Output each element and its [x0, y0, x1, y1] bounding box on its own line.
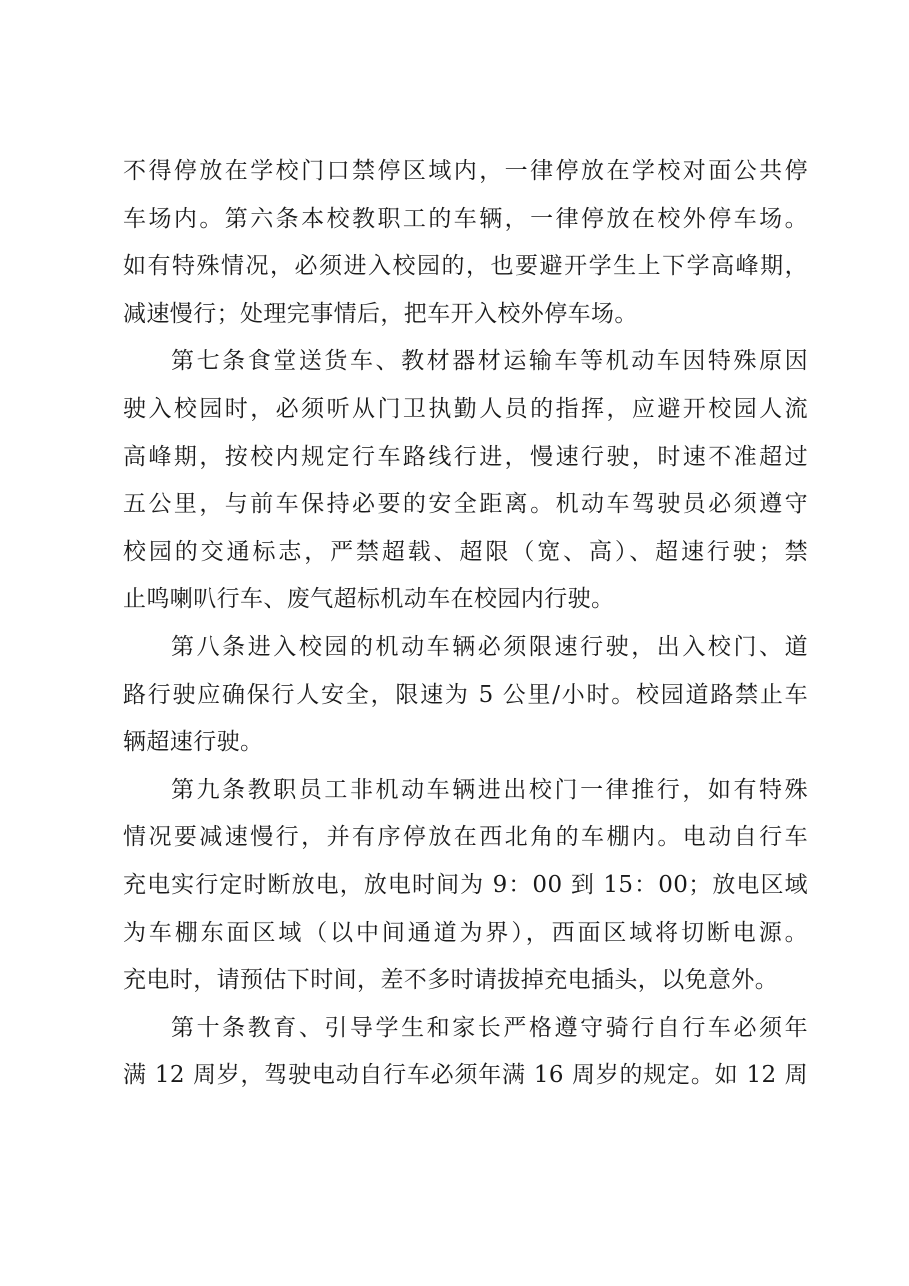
paragraph-start-line: 第七条食堂送货车、教材器材运输车等机动车因特殊原因 — [171, 348, 808, 375]
text-line: 情况要减速慢行，并有序停放在西北角的车棚内。电动自行车 — [123, 824, 808, 851]
text-line: 为车棚东面区域（以中间通道为界），西面区域将切断电源。 — [123, 919, 808, 946]
text-line: 止鸣喇叭行车、废气超标机动车在校园内行驶。 — [123, 586, 615, 613]
paragraph-start-line: 第九条教职员工非机动车辆进出校门一律推行，如有特殊 — [171, 776, 808, 803]
text-line: 充电实行定时断放电，放电时间为 9：00 到 15：00；放电区域 — [123, 871, 808, 898]
text-line: 车场内。第六条本校教职工的车辆，一律停放在校外停车场。 — [123, 205, 808, 232]
paragraph-start-line: 第十条教育、引导学生和家长严格遵守骑行自行车必须年 — [171, 1014, 808, 1041]
text-line: 路行驶应确保行人安全，限速为 5 公里/小时。校园道路禁止车 — [123, 681, 808, 708]
text-line: 充电时，请预估下时间，差不多时请拔掉充电插头，以免意外。 — [123, 967, 779, 994]
text-line: 如有特殊情况，必须进入校园的，也要避开学生上下学高峰期， — [123, 253, 808, 280]
text-line: 高峰期，按校内规定行车路线行进，慢速行驶，时速不准超过 — [123, 443, 808, 470]
document-body — [123, 148, 808, 1100]
paragraph-start-line: 第八条进入校园的机动车辆必须限速行驶，出入校门、道 — [171, 633, 808, 660]
text-line: 减速慢行；处理完事情后，把车开入校外停车场。 — [123, 300, 638, 327]
text-line: 满 12 周岁，驾驶电动自行车必须年满 16 周岁的规定。如 12 周 — [123, 1062, 808, 1089]
text-line: 不得停放在学校门口禁停区域内，一律停放在学校对面公共停 — [123, 158, 808, 184]
text-line: 驶入校园时，必须听从门卫执勤人员的指挥，应避开校园人流 — [123, 395, 808, 422]
text-line: 校园的交通标志，严禁超载、超限（宽、高）、超速行驶；禁 — [123, 538, 808, 565]
text-line: 五公里，与前车保持必要的安全距离。机动车驾驶员必须遵守 — [123, 491, 808, 518]
text-line: 辆超速行驶。 — [123, 729, 264, 756]
